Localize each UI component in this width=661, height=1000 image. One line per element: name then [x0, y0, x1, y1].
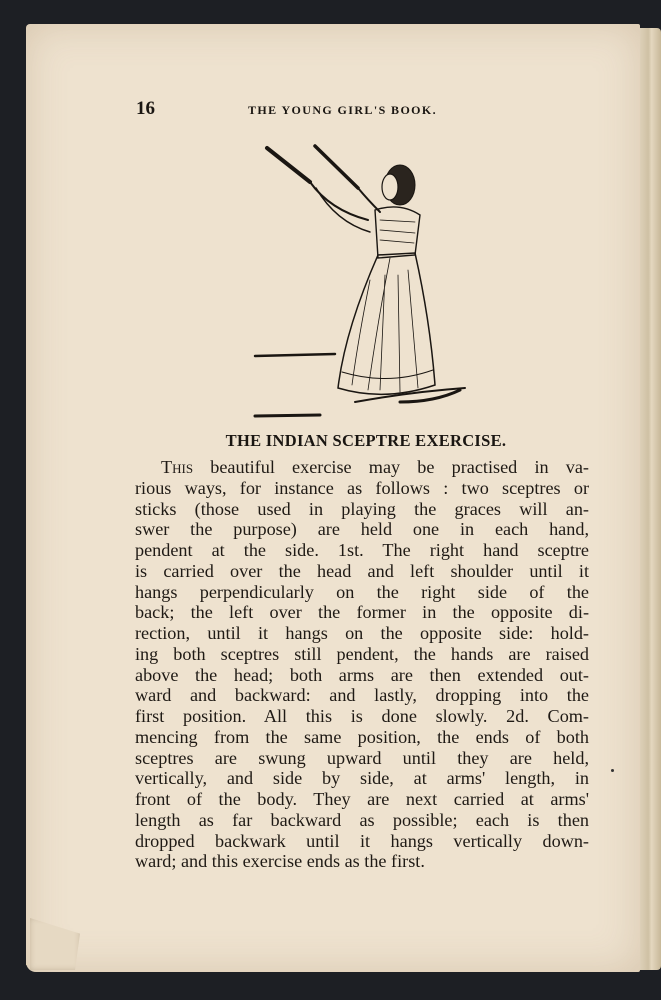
text-line: length as far backward as possible; each is then — [135, 809, 589, 830]
text-line: front of the body. They are next carried at arms' — [135, 789, 589, 809]
page-number: 16 — [136, 98, 155, 119]
text-line: ward and backward: and lastly, dropping into the — [135, 685, 589, 706]
text-line: swer the purpose) are held one in each hand, — [135, 519, 589, 540]
text-line: vertically, and side by side, at arms' length, in — [135, 768, 589, 789]
text-line: rious ways, for instance as follows : two sceptres or — [135, 477, 589, 498]
girl-with-sceptres-illustration — [250, 140, 470, 425]
ink-speck — [611, 769, 614, 772]
text-line: sticks (those used in playing the graces will an- — [135, 498, 589, 519]
body-paragraph — [135, 457, 589, 872]
facing-page-edge — [640, 28, 661, 970]
text-line: is carried over the head and left shoulder until it — [135, 560, 589, 581]
text-line: pendent at the side. 1st. The right hand sceptre — [135, 540, 589, 560]
text-line: ward; and this exercise ends as the first. — [135, 851, 425, 872]
text-line: above the head; both arms are then extended out- — [135, 664, 589, 685]
text-line: first position. All this is done slowly. 2d. Com- — [135, 706, 589, 726]
text-line: rection, until it hangs on the opposite side: hold- — [135, 623, 589, 643]
text-line: dropped backwark until it hangs vertically down- — [135, 830, 589, 851]
text-line: This beautiful exercise may be practised in va- — [161, 457, 589, 477]
running-head: THE YOUNG GIRL'S BOOK. — [248, 103, 438, 117]
text-line: ing both sceptres still pendent, the hands are raised — [135, 643, 589, 664]
text-line: sceptres are swung upward until they are held, — [135, 747, 589, 768]
text-line: back; the left over the former in the opposite di- — [135, 602, 589, 623]
section-title: THE INDIAN SCEPTRE EXERCISE. — [225, 431, 507, 450]
text-line: mencing from the same position, the ends of both — [135, 726, 589, 747]
lead-word: This — [161, 457, 194, 477]
text-line: hangs perpendicularly on the right side of the — [135, 581, 589, 602]
